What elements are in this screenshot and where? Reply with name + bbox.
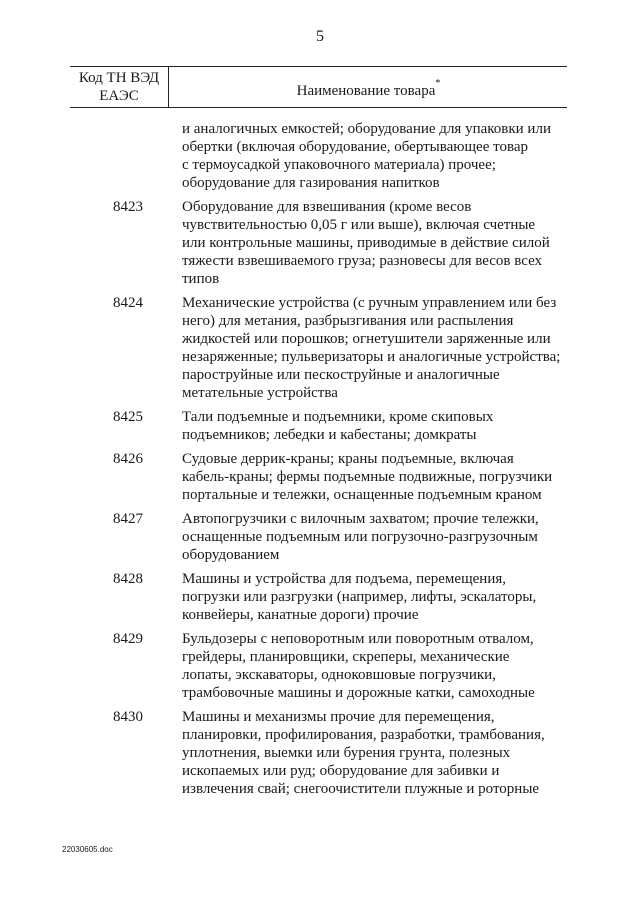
description-line: Судовые деррик-краны; краны подъемные, включая xyxy=(182,451,514,467)
table-row xyxy=(0,510,640,564)
description-line: него) для метания, разбрызгивания или распыления xyxy=(182,313,514,329)
table-row xyxy=(0,198,640,288)
header-code-line2: ЕАЭС xyxy=(99,88,139,104)
description-line: чувствительностью 0,05 г или выше), включая счетные xyxy=(182,217,536,233)
description-line: погрузки или разгрузки (например, лифты, эскалаторы, xyxy=(182,589,537,605)
description-line: конвейеры, канатные дороги) прочие xyxy=(182,607,419,623)
description-line: ископаемых или руд; оборудование для забивки и xyxy=(182,763,500,779)
description-line: уплотнения, выемки или бурения грунта, полезных xyxy=(182,745,511,761)
header-name-column xyxy=(170,67,567,107)
description-line: оборудованием xyxy=(182,547,280,563)
row-description xyxy=(182,510,572,564)
description-line: оборудование для газирования напитков xyxy=(182,175,440,191)
description-line: кабель-краны; фермы подъемные подвижные, погрузчики xyxy=(182,469,553,485)
description-line: трамбовочные машины и дорожные катки, самоходные xyxy=(182,685,535,701)
description-line: извлечения свай; снегоочистители плужные и роторные xyxy=(182,781,540,797)
description-line: Оборудование для взвешивания (кроме весов xyxy=(182,199,472,215)
description-line: Тали подъемные и подъемники, кроме скиповых xyxy=(182,409,494,425)
description-line: Автопогрузчики с вилочным захватом; прочие тележки, xyxy=(182,511,539,527)
description-line: лопаты, экскаваторы, одноковшовые погрузчики, xyxy=(182,667,496,683)
description-line: Механические устройства (с ручным управлением или без xyxy=(182,295,557,311)
row-code: 8429 xyxy=(113,631,143,647)
description-line: или контрольные машины, приводимые в действие силой xyxy=(182,235,550,251)
row-description xyxy=(182,570,572,624)
row-description xyxy=(182,708,572,798)
description-line: портальные и тележки, оснащенные подъемным краном xyxy=(182,487,542,503)
table-row xyxy=(0,708,640,798)
description-line: жидкостей или порошков; огнетушители заряженные или xyxy=(182,331,551,347)
table-row xyxy=(0,408,640,444)
row-code: 8423 xyxy=(113,199,143,215)
table-row xyxy=(0,120,640,192)
description-line: тяжести взвешиваемого груза; разновесы для весов всех xyxy=(182,253,543,269)
description-line: метательные устройства xyxy=(182,385,338,401)
table-row xyxy=(0,450,640,504)
row-code: 8428 xyxy=(113,571,143,587)
row-description xyxy=(182,198,572,288)
header-code-line1: Код ТН ВЭД xyxy=(78,70,160,86)
description-line: типов xyxy=(182,271,220,287)
row-code: 8426 xyxy=(113,451,143,467)
table-row xyxy=(0,570,640,624)
row-code: 8425 xyxy=(113,409,143,425)
table-row xyxy=(0,294,640,402)
description-line: пароструйные или пескоструйные и аналогичные xyxy=(182,367,500,383)
header-code-column xyxy=(70,67,169,107)
row-description xyxy=(182,630,572,702)
goods-table-body xyxy=(0,120,640,804)
description-line: оснащенные подъемным или погрузочно-разгрузочным xyxy=(182,529,538,545)
row-code: 8427 xyxy=(113,511,143,527)
row-description xyxy=(182,120,572,192)
row-description xyxy=(182,408,572,444)
description-line: и аналогичных емкостей; оборудование для упаковки или xyxy=(182,121,551,137)
description-line: Машины и устройства для подъема, перемещения, xyxy=(182,571,506,587)
header-name-label: Наименование товара xyxy=(296,83,436,99)
page-number: 5 xyxy=(316,28,324,45)
row-code: 8424 xyxy=(113,295,143,311)
row-description xyxy=(182,450,572,504)
description-line: подъемников; лебедки и кабестаны; домкраты xyxy=(182,427,477,443)
row-code: 8430 xyxy=(113,709,143,725)
description-line: с термоусадкой упаковочного материала) прочее; xyxy=(182,157,496,173)
description-line: Машины и механизмы прочие для перемещения, xyxy=(182,709,495,725)
description-line: планировки, профилирования, разработки, трамбования, xyxy=(182,727,545,743)
table-header xyxy=(70,66,567,108)
description-line: Бульдозеры с неповоротным или поворотным отвалом, xyxy=(182,631,534,647)
document-filename: 22030605.doc xyxy=(62,845,113,854)
header-name-footnote-mark: * xyxy=(435,78,441,89)
description-line: обертки (включая оборудование, обертывающее товар xyxy=(182,139,529,155)
row-description xyxy=(182,294,572,402)
table-row xyxy=(0,630,640,702)
description-line: грейдеры, планировщики, скреперы, механические xyxy=(182,649,510,665)
description-line: незаряженные; пульверизаторы и аналогичные устройства; xyxy=(182,349,561,365)
